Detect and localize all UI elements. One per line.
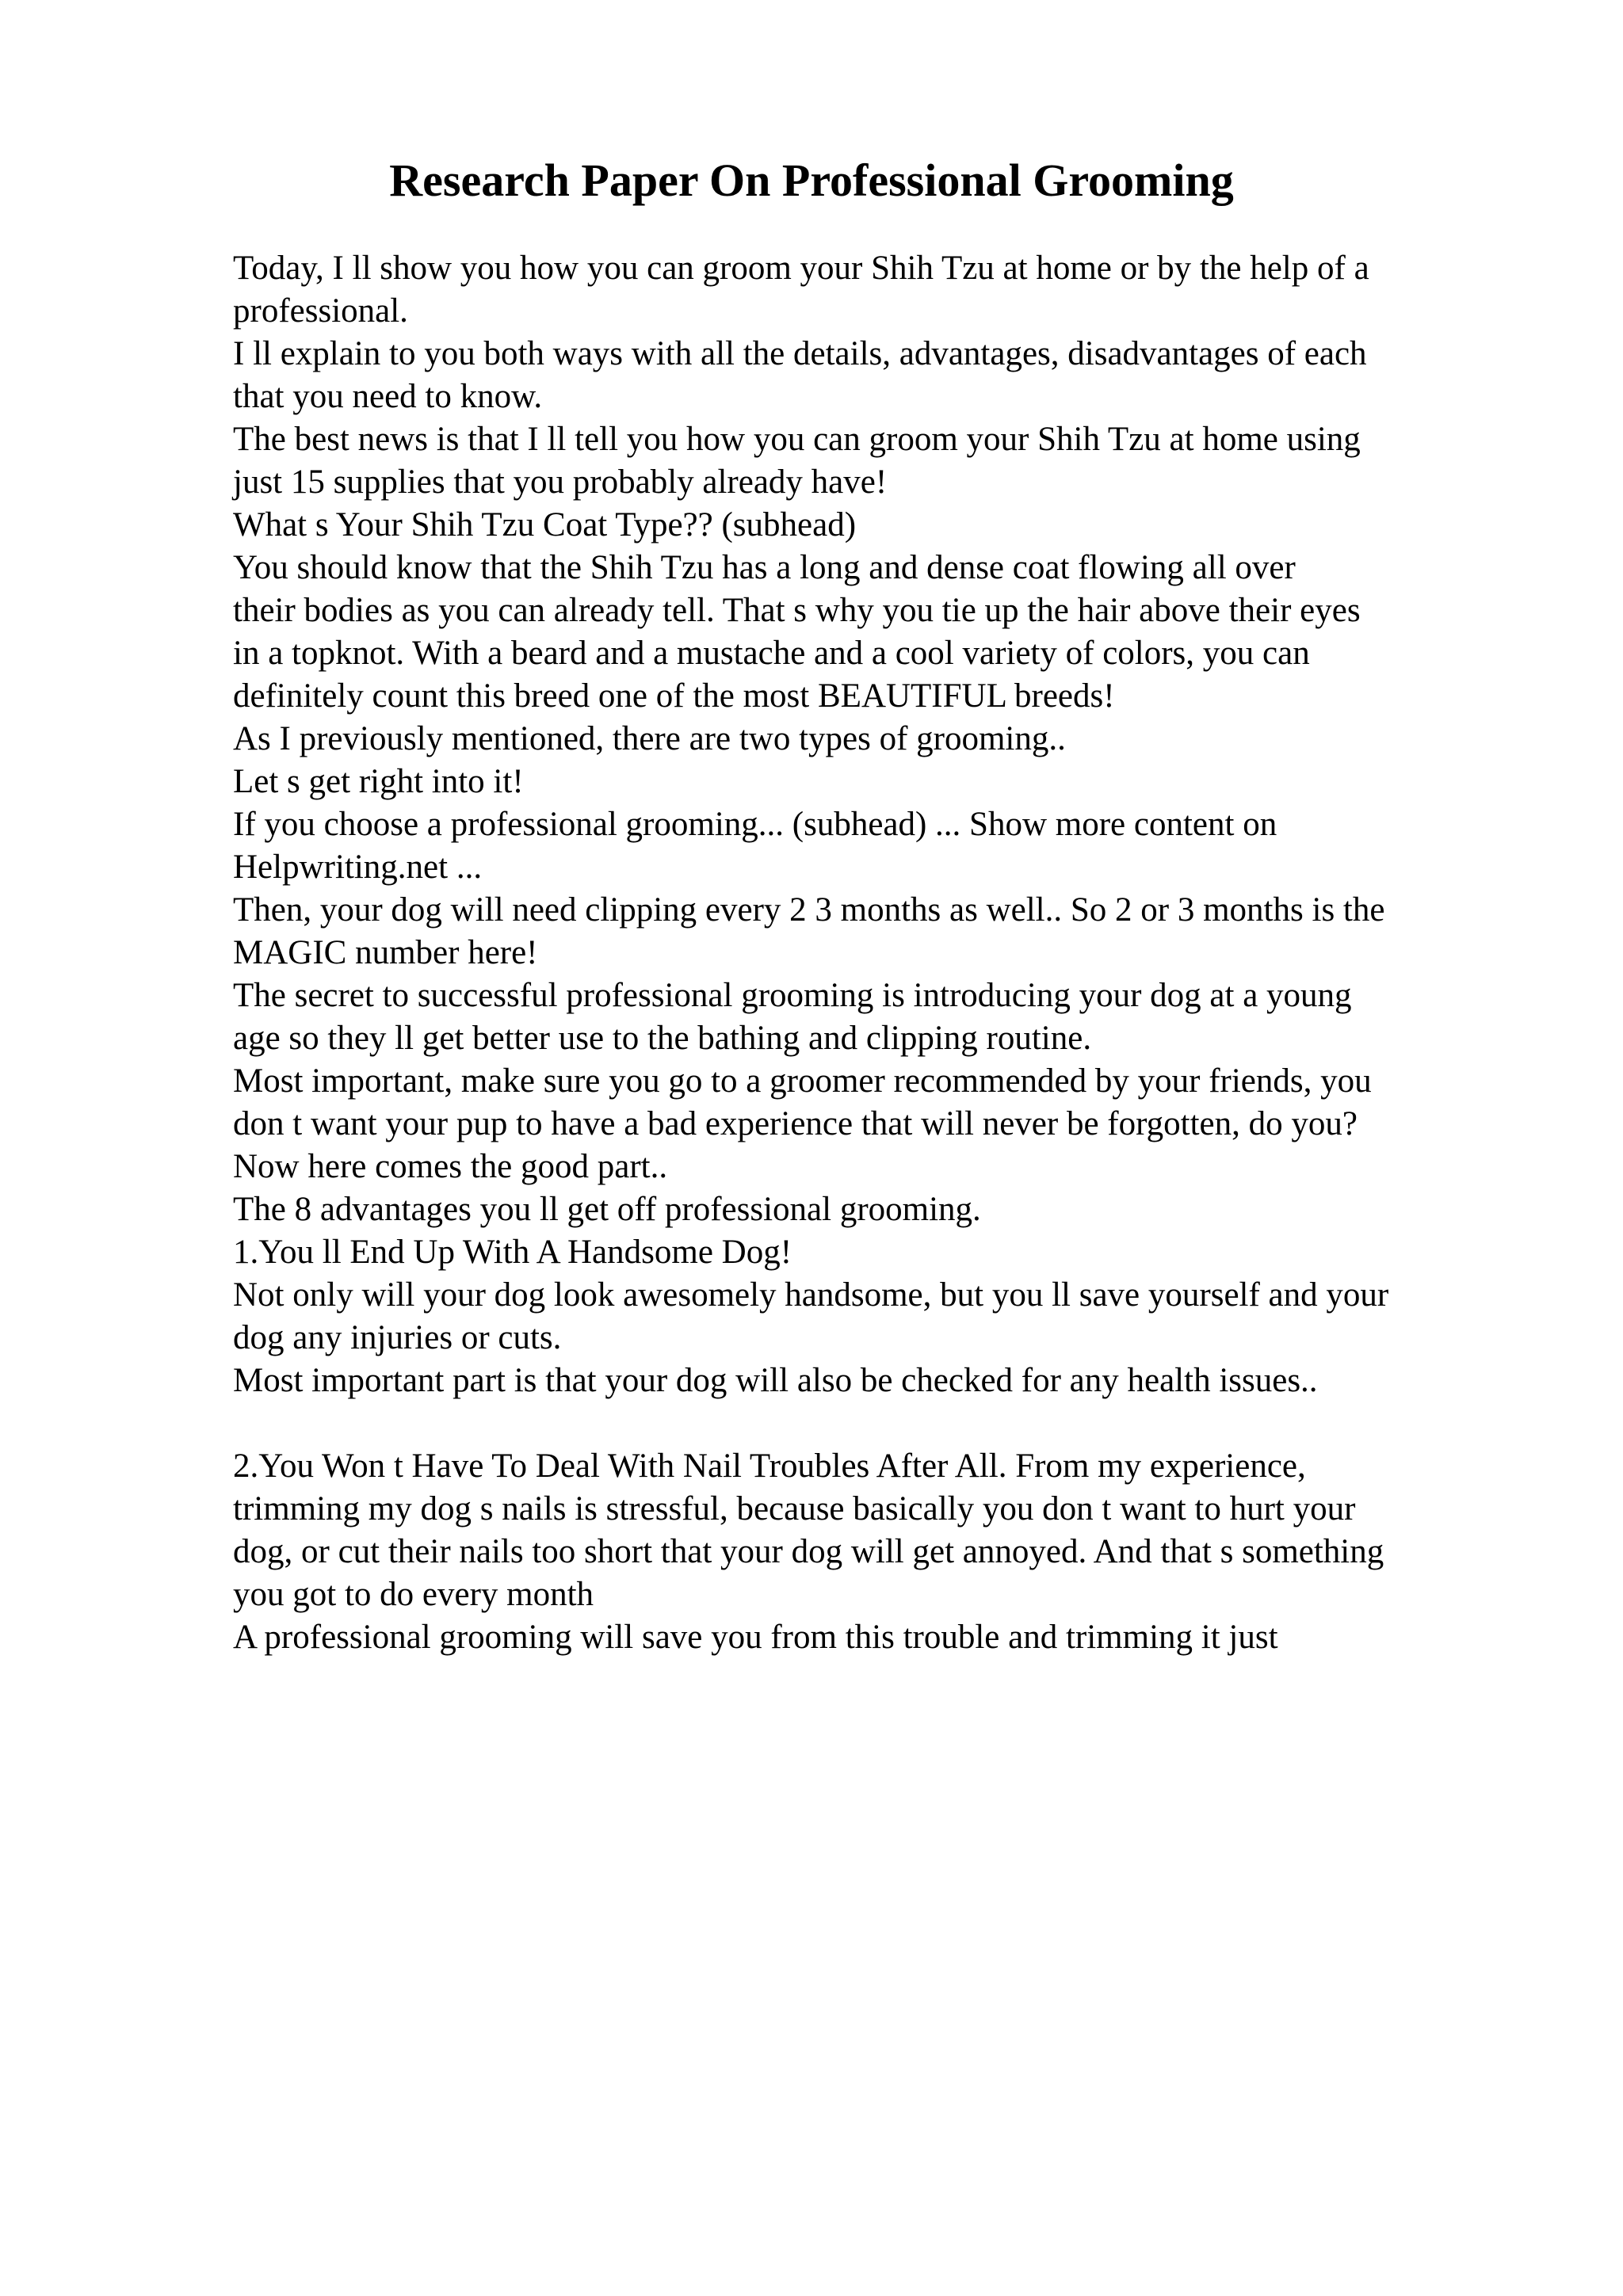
text-line: Helpwriting.net ... [233, 849, 483, 886]
text-line: 2.You Won t Have To Deal With Nail Troubles After All. From my experience, [233, 1447, 1306, 1485]
text-line: What s Your Shih Tzu Coat Type?? (subhead) [233, 506, 857, 543]
text-line: in a topknot. With a beard and a mustache and a cool variety of colors, you can [233, 635, 1310, 672]
text-line: dog any injuries or cuts. [233, 1319, 562, 1356]
text-line: age so they ll get better use to the bathing and clipping routine. [233, 1020, 1092, 1057]
text-line: just 15 supplies that you probably already have! [233, 463, 888, 501]
text-line: A professional grooming will save you from this trouble and trimming it just [233, 1619, 1278, 1656]
text-line: their bodies as you can already tell. That s why you tie up the hair above their eyes [233, 592, 1361, 629]
text-line: you got to do every month [233, 1576, 594, 1613]
document-title: Research Paper On Professional Grooming [389, 154, 1234, 206]
text-line: As I previously mentioned, there are two types of grooming.. [233, 720, 1066, 757]
text-line: definitely count this breed one of the most BEAUTIFUL breeds! [233, 677, 1115, 715]
text-line: don t want your pup to have a bad experience that will never be forgotten, do you? [233, 1105, 1358, 1142]
text-line: The secret to successful professional grooming is introducing your dog at a young [233, 977, 1352, 1014]
text-line: Let s get right into it! [233, 763, 524, 800]
text-line: Then, your dog will need clipping every 2 3 months as well.. So 2 or 3 months is the [233, 891, 1385, 929]
text-line: that you need to know. [233, 378, 543, 415]
text-line: professional. [233, 292, 408, 330]
text-line: Not only will your dog look awesomely handsome, but you ll save yourself and your [233, 1276, 1389, 1314]
text-line: I ll explain to you both ways with all the details, advantages, disadvantages of each [233, 335, 1367, 372]
text-line: If you choose a professional grooming... (subhead) ... Show more content on [233, 806, 1277, 843]
paragraph-gap [233, 1402, 1501, 1445]
text-line: You should know that the Shih Tzu has a long and dense coat flowing all over [233, 549, 1296, 586]
text-line: trimming my dog s nails is stressful, because basically you don t want to hurt your [233, 1490, 1356, 1527]
text-line: Today, I ll show you how you can groom your Shih Tzu at home or by the help of a [233, 250, 1369, 287]
text-line: dog, or cut their nails too short that your dog will get annoyed. And that s something [233, 1533, 1384, 1570]
text-line: Most important part is that your dog will also be checked for any health issues.. [233, 1362, 1318, 1399]
document-body [233, 247, 1501, 1659]
text-line: MAGIC number here! [233, 934, 538, 971]
text-line: The 8 advantages you ll get off professional grooming. [233, 1191, 981, 1228]
text-line: 1.You ll End Up With A Handsome Dog! [233, 1234, 792, 1271]
text-line: Now here comes the good part.. [233, 1148, 668, 1185]
text-line: The best news is that I ll tell you how you can groom your Shih Tzu at home using [233, 421, 1361, 458]
text-line: Most important, make sure you go to a groomer recommended by your friends, you [233, 1062, 1372, 1100]
